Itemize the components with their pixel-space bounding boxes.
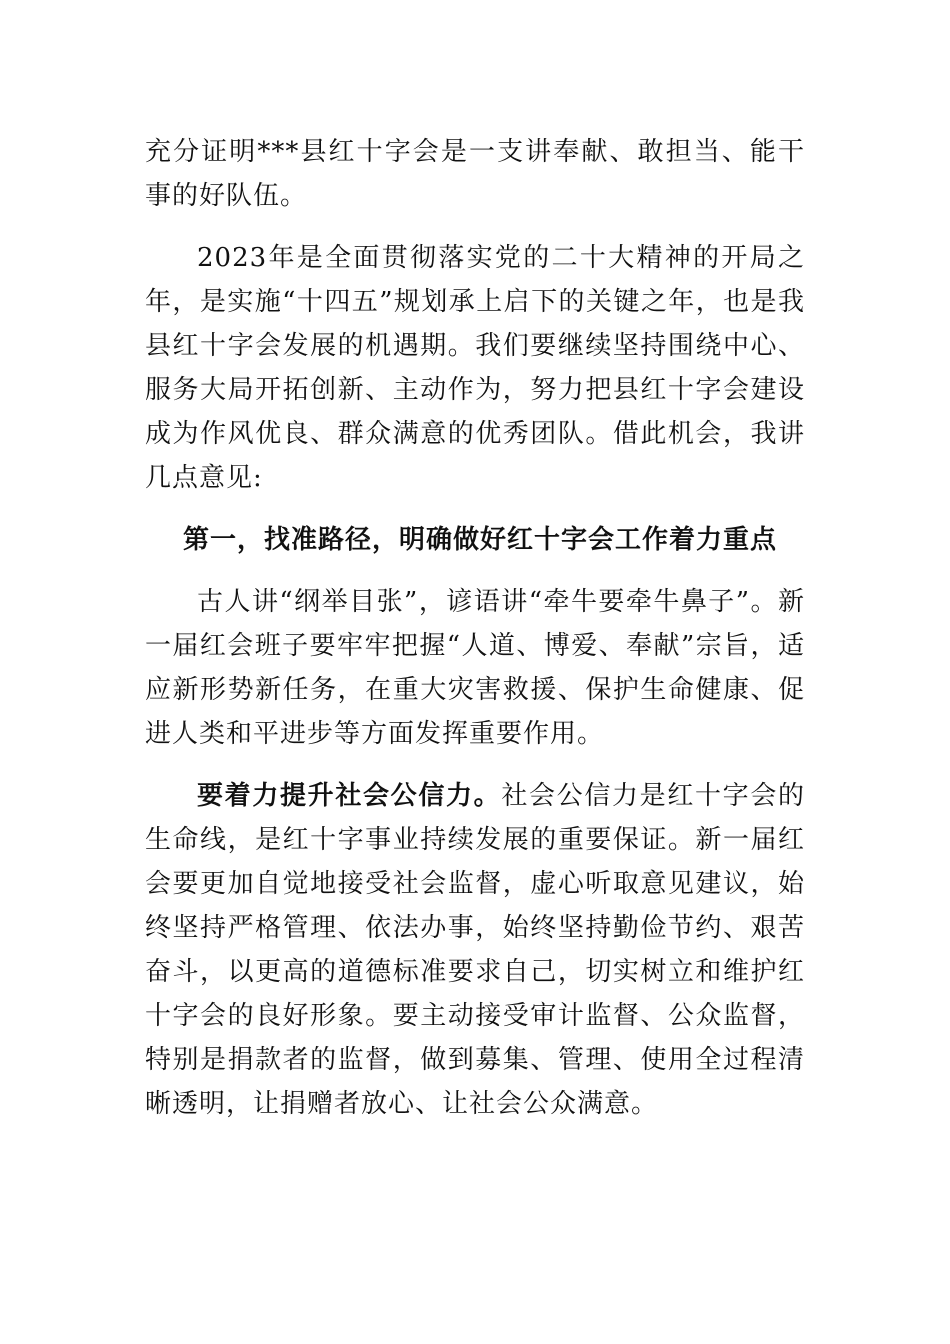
paragraph-key-priorities: 古人讲“纲举目张”，谚语讲“牵牛要牵牛鼻子”。新一届红会班子要牢牢把握“人道、博爱、奉献”宗旨，适应新形势新任务，在重大灾害救援、保护生命健康、促进人类和平进步等方面发挥重要作用。 [145, 587, 805, 749]
paragraph-2023-overview: 2023年是全面贯彻落实党的二十大精神的开局之年，是实施“十四五”规划承上启下的关键之年，也是我县红十字会发展的机遇期。我们要继续坚持围绕中心、服务大局开拓创新、主动作为，努力把县红十字会建设成为作风优良、群众满意的优秀团队。借此机会，我讲几点意见: [145, 243, 805, 493]
paragraph-credibility [145, 774, 805, 1126]
document-body [145, 130, 805, 1144]
paragraph-continuation: 充分证明***县红十字会是一支讲奉献、敢担当、能干事的好队伍。 [145, 137, 805, 211]
paragraph-credibility-lead: 要着力提升社会公信力。 [197, 781, 502, 811]
section-heading-first: 第一，找准路径，明确做好红十字会工作着力重点 [183, 525, 778, 555]
paragraph-credibility-body: 社会公信力是红十字会的生命线，是红十字事业持续发展的重要保证。新一届红会要更加自觉地接受社会监督，虚心听取意见建议，始终坚持严格管理、依法办事，始终坚持勤俭节约、艰苦奋斗，以更高的道德标准要求自己，切实树立和维护红十字会的良好形象。要主动接受审计监督、公众监督，特别是捐款者的监督，做到募集、管理、使用全过程清晰透明，让捐赠者放心、让社会公众满意。 [145, 781, 805, 1119]
